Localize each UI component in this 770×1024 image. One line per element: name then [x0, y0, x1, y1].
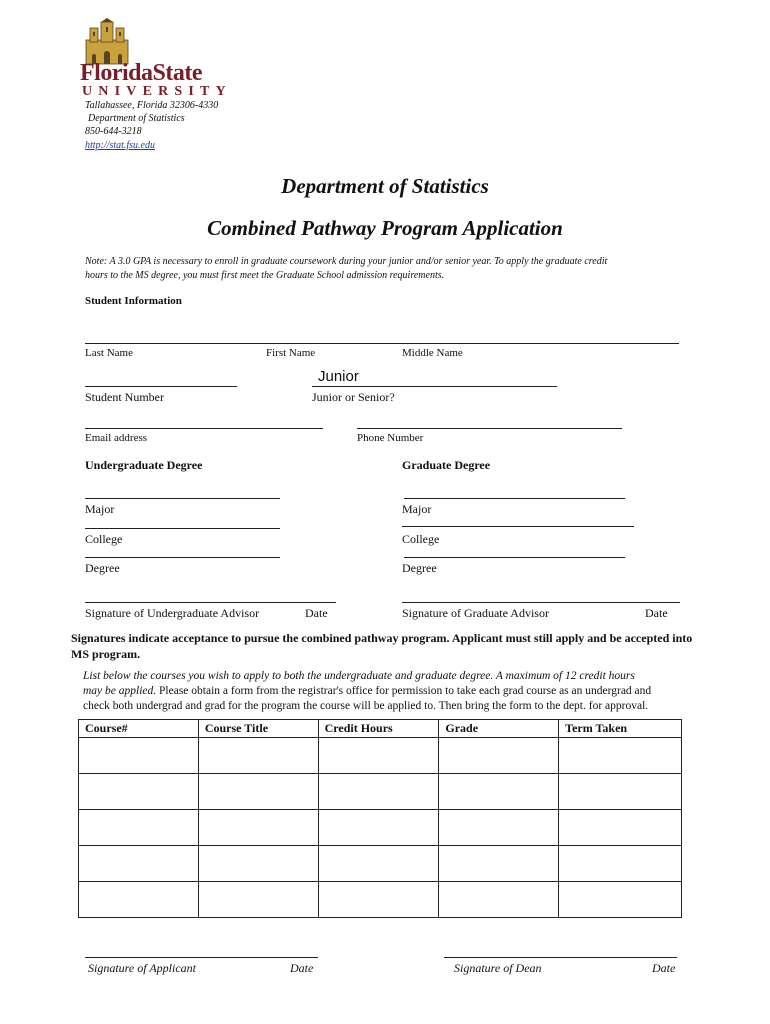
dean-date-label: Date [652, 961, 676, 975]
first-name-label: First Name [266, 347, 316, 359]
website-link[interactable]: http://stat.fsu.edu [85, 140, 155, 151]
last-name-label: Last Name [85, 347, 133, 359]
table-row [79, 846, 682, 882]
table-cell[interactable] [439, 846, 559, 882]
instructions-line-2-rest: Please obtain a form from the registrar's office for permission to take each grad course as an undergrad and [156, 685, 652, 697]
column-header: Credit Hours [318, 720, 439, 738]
undergrad-major-field[interactable] [85, 498, 280, 499]
grad-college-label: College [402, 532, 440, 546]
table-cell[interactable] [439, 882, 559, 918]
applicant-date-label: Date [290, 961, 314, 975]
grad-advisor-signature-field[interactable] [402, 602, 680, 603]
table-cell[interactable] [198, 810, 318, 846]
table-cell[interactable] [439, 810, 559, 846]
logo-wordmark: FloridaState [80, 60, 202, 86]
undergrad-advisor-signature-label: Signature of Undergraduate Advisor [85, 606, 260, 620]
table-cell[interactable] [559, 810, 682, 846]
table-cell[interactable] [79, 882, 199, 918]
grad-college-field[interactable] [402, 526, 634, 527]
undergrad-college-field[interactable] [85, 528, 280, 529]
table-cell[interactable] [318, 738, 439, 774]
grad-advisor-signature-label: Signature of Graduate Advisor [402, 606, 549, 620]
undergrad-degree-field[interactable] [85, 557, 280, 558]
phone-label: Phone Number [357, 432, 424, 444]
instructions-line-2-italic: may be applied. [83, 685, 157, 697]
undergrad-heading: Undergraduate Degree [85, 458, 203, 472]
column-header: Course Title [198, 720, 318, 738]
table-cell[interactable] [198, 774, 318, 810]
table-row [79, 810, 682, 846]
acceptance-line-1: Signatures indicate acceptance to pursue the combined pathway program. Applicant must still apply and be accepted into [71, 631, 693, 645]
column-header: Grade [439, 720, 559, 738]
table-row [79, 738, 682, 774]
column-header: Term Taken [559, 720, 682, 738]
instructions-line-1: List below the courses you wish to apply to both the undergraduate and graduate degree. A maximum of 12 credit hours [83, 670, 635, 682]
page-title: Department of Statistics [281, 174, 489, 198]
table-cell[interactable] [79, 774, 199, 810]
table-cell[interactable] [559, 882, 682, 918]
student-number-field[interactable] [85, 386, 237, 387]
undergrad-advisor-signature-field[interactable] [85, 602, 336, 603]
applicant-signature-label: Signature of Applicant [88, 961, 196, 975]
fsu-logo [78, 18, 232, 99]
grad-advisor-date-label: Date [645, 606, 668, 620]
table-cell[interactable] [559, 738, 682, 774]
table-cell[interactable] [559, 774, 682, 810]
courses-table [78, 719, 682, 918]
instructions [83, 669, 651, 714]
undergrad-college-label: College [85, 532, 123, 546]
phone-field[interactable] [357, 428, 622, 429]
table-cell[interactable] [79, 738, 199, 774]
form-title: Combined Pathway Program Application [207, 216, 563, 240]
table-cell[interactable] [318, 882, 439, 918]
junior-senior-field[interactable] [312, 386, 557, 387]
undergrad-degree-label: Degree [85, 561, 120, 575]
table-row [79, 882, 682, 918]
table-cell[interactable] [439, 738, 559, 774]
table-cell[interactable] [318, 846, 439, 882]
student-info-heading: Student Information [85, 295, 182, 307]
student-number-label: Student Number [85, 390, 164, 404]
dean-signature-field[interactable] [444, 957, 677, 958]
middle-name-label: Middle Name [402, 347, 463, 359]
table-cell[interactable] [439, 774, 559, 810]
undergrad-major-label: Major [85, 502, 115, 516]
grad-degree-field[interactable] [404, 557, 625, 558]
dean-signature-label: Signature of Dean [454, 961, 542, 975]
column-header: Course# [79, 720, 199, 738]
table-cell[interactable] [198, 846, 318, 882]
tower-icon [82, 18, 132, 66]
table-cell[interactable] [79, 810, 199, 846]
note-line-2: hours to the MS degree, you must first meet the Graduate School admission requirements. [85, 270, 445, 281]
table-header-row [79, 720, 682, 738]
email-label: Email address [85, 432, 148, 444]
applicant-signature-field[interactable] [85, 957, 318, 958]
address: Tallahassee, Florida 32306-4330 [85, 100, 219, 111]
undergrad-advisor-date-label: Date [305, 606, 328, 620]
junior-senior-value[interactable]: Junior [318, 368, 359, 385]
acceptance-line-2: MS program. [71, 647, 141, 661]
table-cell[interactable] [559, 846, 682, 882]
name-field-line[interactable] [85, 343, 679, 344]
email-field[interactable] [85, 428, 323, 429]
grad-major-label: Major [402, 502, 432, 516]
logo-subtitle: UNIVERSITY [82, 84, 232, 99]
grad-degree-label: Degree [402, 561, 437, 575]
table-cell[interactable] [318, 774, 439, 810]
table-cell[interactable] [198, 738, 318, 774]
table-row [79, 774, 682, 810]
instructions-line-2 [83, 684, 651, 699]
note-line-1: Note: A 3.0 GPA is necessary to enroll in graduate coursework during your junior and/or senior year. To apply the graduate credit [85, 256, 608, 267]
grad-major-field[interactable] [404, 498, 625, 499]
grad-heading: Graduate Degree [402, 458, 491, 472]
table-cell[interactable] [79, 846, 199, 882]
department-line: Department of Statistics [88, 113, 185, 124]
instructions-line-3: check both undergrad and grad for the program the course will be applied to. Then bring the form to the dept. for approval. [83, 700, 649, 712]
phone-line: 850-644-3218 [85, 126, 142, 137]
table-cell[interactable] [198, 882, 318, 918]
table-cell[interactable] [318, 810, 439, 846]
junior-senior-label: Junior or Senior? [312, 390, 395, 404]
